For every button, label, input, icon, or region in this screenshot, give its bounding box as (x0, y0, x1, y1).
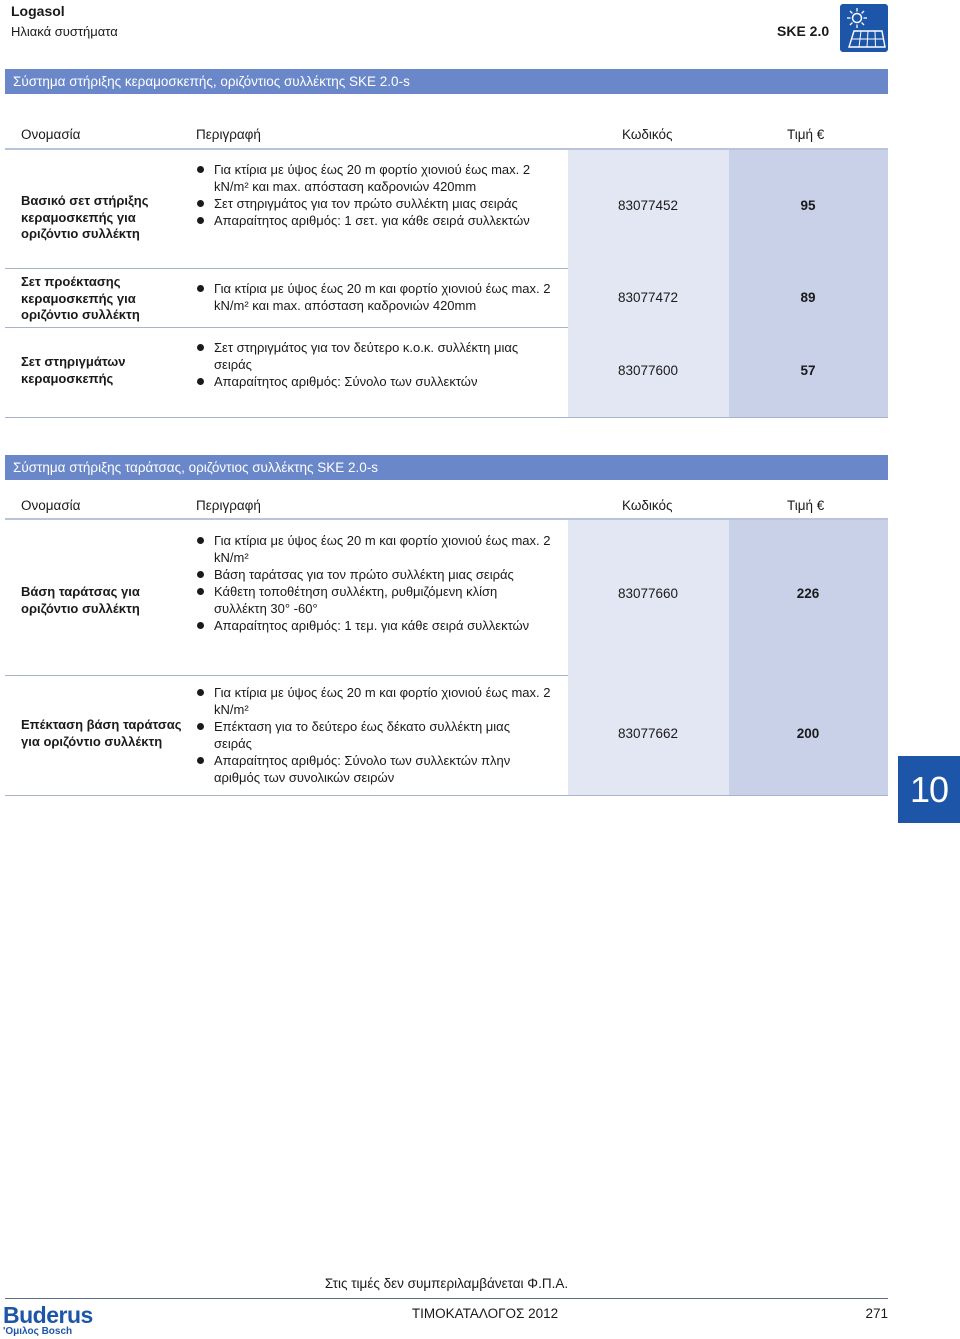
product-price: 95 (800, 198, 816, 213)
column-header-code: Κωδικός (622, 127, 673, 142)
product-name: Βασικό σετ στήριξης κεραμοσκεπής για οριζόντιο συλλέκτη (21, 193, 149, 241)
product-code: 83077452 (617, 198, 679, 213)
vat-note: Στις τιμές δεν συμπεριλαμβάνεται Φ.Π.Α. (324, 1276, 569, 1291)
column-header-name: Ονομασία (21, 498, 81, 513)
row-divider (5, 268, 568, 269)
product-name: Επέκταση βάση ταράτσας για οριζόντιο συλλέκτη (21, 717, 182, 749)
product-description (196, 161, 551, 229)
description-bullet: Απαραίτητος αριθμός: 1 τεμ. για κάθε σειρά συλλεκτών (196, 617, 551, 634)
column-header-price: Τιμή € (787, 498, 825, 513)
section-title-roof-tile: Σύστημα στήριξης κεραμοσκεπής, οριζόντιος συλλέκτης SKE 2.0-s (5, 69, 888, 94)
product-name: Σετ στηριγμάτων κεραμοσκεπής (21, 354, 126, 386)
row-divider (5, 327, 568, 328)
product-description (196, 684, 551, 786)
product-description (196, 532, 551, 634)
document-code: SKE 2.0 (777, 23, 830, 39)
solar-panel-icon (840, 4, 888, 52)
buderus-logo-subtitle: 'Ομιλος Bosch (3, 1326, 73, 1337)
product-name: Βάση ταράτσας για οριζόντιο συλλέκτη (21, 584, 140, 616)
product-price: 57 (800, 363, 816, 378)
product-price: 200 (796, 726, 820, 741)
column-header-code: Κωδικός (622, 498, 673, 513)
section-title-flat-roof: Σύστημα στήριξης ταράτσας, οριζόντιος συλλέκτης SKE 2.0-s (5, 455, 888, 480)
buderus-logo: Buderus (3, 1302, 93, 1328)
column-header-description: Περιγραφή (196, 127, 261, 142)
brand-title: Logasol (11, 3, 65, 19)
product-name: Σετ προέκτασης κεραμοσκεπής για οριζόντιο συλλέκτη (21, 274, 140, 322)
table-bottom-rule (5, 417, 888, 418)
description-bullet: Επέκταση για το δεύτερο έως δέκατο συλλέκτη μιας σειράς (196, 718, 551, 752)
footer-divider (5, 1298, 888, 1299)
product-price: 226 (796, 586, 820, 601)
description-bullet: Βάση ταράτσας για τον πρώτο συλλέκτη μιας σειράς (196, 566, 551, 583)
chapter-tab: 10 (898, 756, 960, 823)
catalog-title: ΤΙΜΟΚΑΤΑΛΟΓΟΣ 2012 (411, 1306, 559, 1321)
description-bullet: Σετ στηριγμάτος για τον δεύτερο κ.ο.κ. συλλέκτη μιας σειράς (196, 339, 551, 373)
table-bottom-rule (5, 795, 888, 796)
product-description (196, 339, 551, 390)
description-bullet: Για κτίρια με ύψος έως 20 m και φορτίο χιονιού έως max. 2 kN/m² (196, 532, 551, 566)
description-bullet: Για κτίρια με ύψος έως 20 m και φορτίο χιονιού έως max. 2 kN/m² (196, 684, 551, 718)
code-column-shading (568, 520, 729, 795)
description-bullet: Απαραίτητος αριθμός: Σύνολο των συλλεκτών πλην αριθμός των συνολικών σειρών (196, 752, 551, 786)
description-bullet: Για κτίρια με ύψος έως 20 m και φορτίο χιονιού έως max. 2 kN/m² και max. απόσταση καδρονιών 420mm (196, 280, 551, 314)
row-divider (5, 675, 568, 676)
description-bullet: Απαραίτητος αριθμός: Σύνολο των συλλεκτών (196, 373, 551, 390)
product-code: 83077662 (617, 726, 679, 741)
page-number: 271 (865, 1306, 888, 1321)
description-bullet: Σετ στηριγμάτος για τον πρώτο συλλέκτη μιας σειράς (196, 195, 551, 212)
column-header-name: Ονομασία (21, 127, 81, 142)
brand-subtitle: Ηλιακά συστήματα (11, 24, 118, 39)
product-code: 83077660 (617, 586, 679, 601)
description-bullet: Κάθετη τοποθέτηση συλλέκτη, ρυθμιζόμενη κλίση συλλέκτη 30° -60° (196, 583, 551, 617)
product-code: 83077472 (617, 290, 679, 305)
product-description (196, 280, 551, 314)
column-header-price: Τιμή € (787, 127, 825, 142)
product-code: 83077600 (617, 363, 679, 378)
column-header-description: Περιγραφή (196, 498, 261, 513)
price-column-shading (729, 520, 888, 795)
product-price: 89 (800, 290, 816, 305)
description-bullet: Για κτίρια με ύψος έως 20 m φορτίο χιονιού έως max. 2 kN/m² και max. απόσταση καδρονιών 420mm (196, 161, 551, 195)
description-bullet: Απαραίτητος αριθμός: 1 σετ. για κάθε σειρά συλλεκτών (196, 212, 551, 229)
